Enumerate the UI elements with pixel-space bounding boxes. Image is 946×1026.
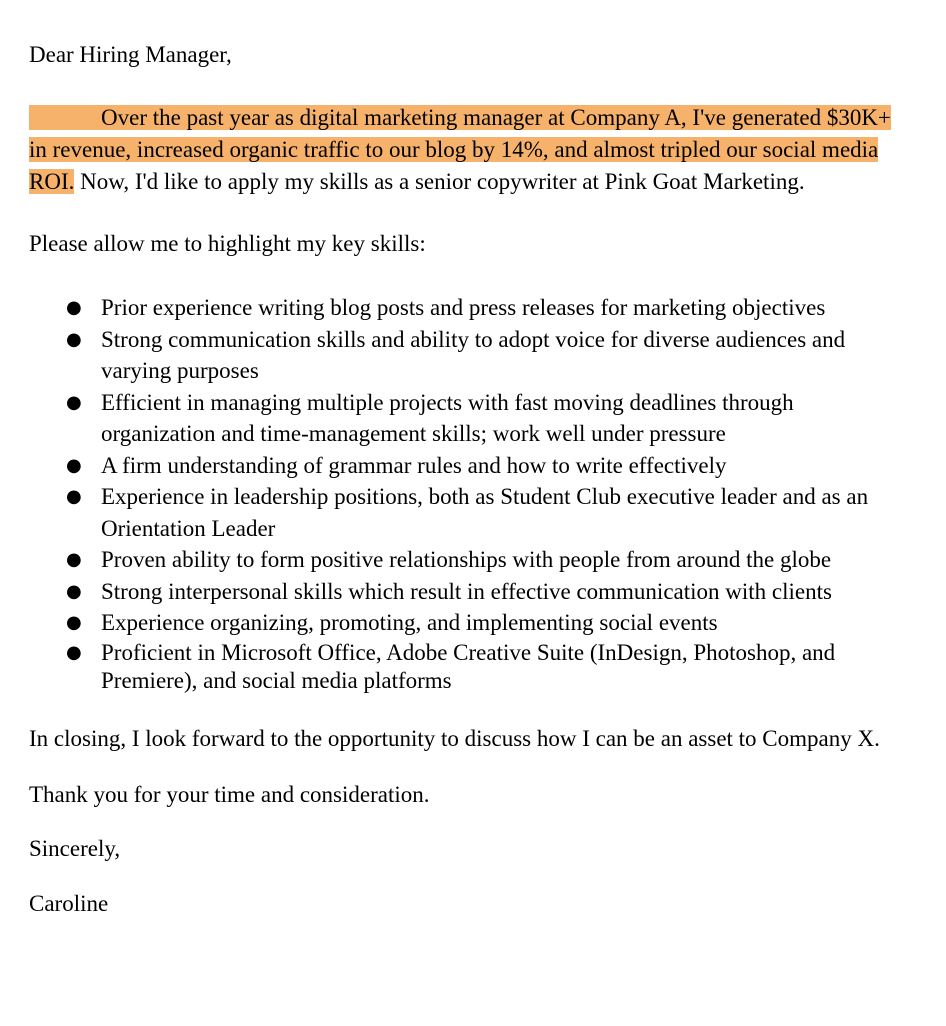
skill-text: Prior experience writing blog posts and press releases for marketing objectives	[101, 295, 826, 320]
bullet-icon: ●	[66, 486, 82, 507]
skill-text: Proven ability to form positive relationships with people from around the globe	[101, 547, 832, 572]
bullet-icon: ●	[66, 297, 82, 318]
skill-text: Strong communication skills and ability to adopt voice for diverse audiences and varying purposes	[101, 326, 846, 383]
skill-text: Proficient in Microsoft Office, Adobe Creative Suite (InDesign, Photoshop, and Premiere), and social media platforms	[101, 639, 836, 693]
skill-item	[29, 576, 909, 608]
skill-text: Strong interpersonal skills which result in effective communication with clients	[101, 578, 832, 604]
greeting: Dear Hiring Manager,	[29, 42, 232, 67]
skill-item	[29, 607, 909, 639]
bullet-icon: ●	[66, 549, 82, 570]
skill-item	[29, 450, 909, 482]
skill-item	[29, 292, 909, 324]
bullet-icon: ●	[66, 454, 82, 476]
skill-item	[29, 639, 909, 695]
intro-paragraph	[29, 102, 909, 198]
skill-text: Experience organizing, promoting, and implementing social events	[101, 610, 718, 635]
bullet-icon: ●	[66, 612, 82, 633]
skill-item	[29, 387, 909, 450]
closing-paragraph: In closing, I look forward to the opportunity to discuss how I can be an asset to Company X.	[29, 725, 880, 751]
skill-text: Experience in leadership positions, both as Student Club executive leader and as an Orientation Leader	[101, 484, 869, 541]
bullet-icon: ●	[66, 328, 82, 350]
signature-name: Caroline	[29, 890, 109, 916]
skills-list	[29, 292, 909, 695]
skill-item	[29, 544, 909, 576]
thanks-line: Thank you for your time and consideration.	[29, 781, 430, 807]
skill-item	[29, 324, 909, 387]
intro-rest-text: Now, I'd like to apply my skills as a senior copywriter at Pink Goat Marketing.	[74, 169, 805, 194]
skills-lead: Please allow me to highlight my key skills:	[29, 231, 426, 256]
skill-text: Efficient in managing multiple projects with fast moving deadlines through organization and time-management skills; work well under pressure	[101, 389, 794, 446]
bullet-icon: ●	[66, 580, 82, 602]
bullet-icon: ●	[66, 391, 82, 413]
skill-item	[29, 481, 909, 544]
highlighted-text: Over the past year as digital marketing manager at Company A, I've generated $30K+ in revenue, increased organic traffic to our blog by 14%, and almost tripled our social media ROI.	[29, 105, 891, 194]
skill-text: A firm understanding of grammar rules and how to write effectively	[101, 452, 727, 478]
bullet-icon: ●	[66, 641, 82, 663]
signoff: Sincerely,	[29, 835, 121, 861]
